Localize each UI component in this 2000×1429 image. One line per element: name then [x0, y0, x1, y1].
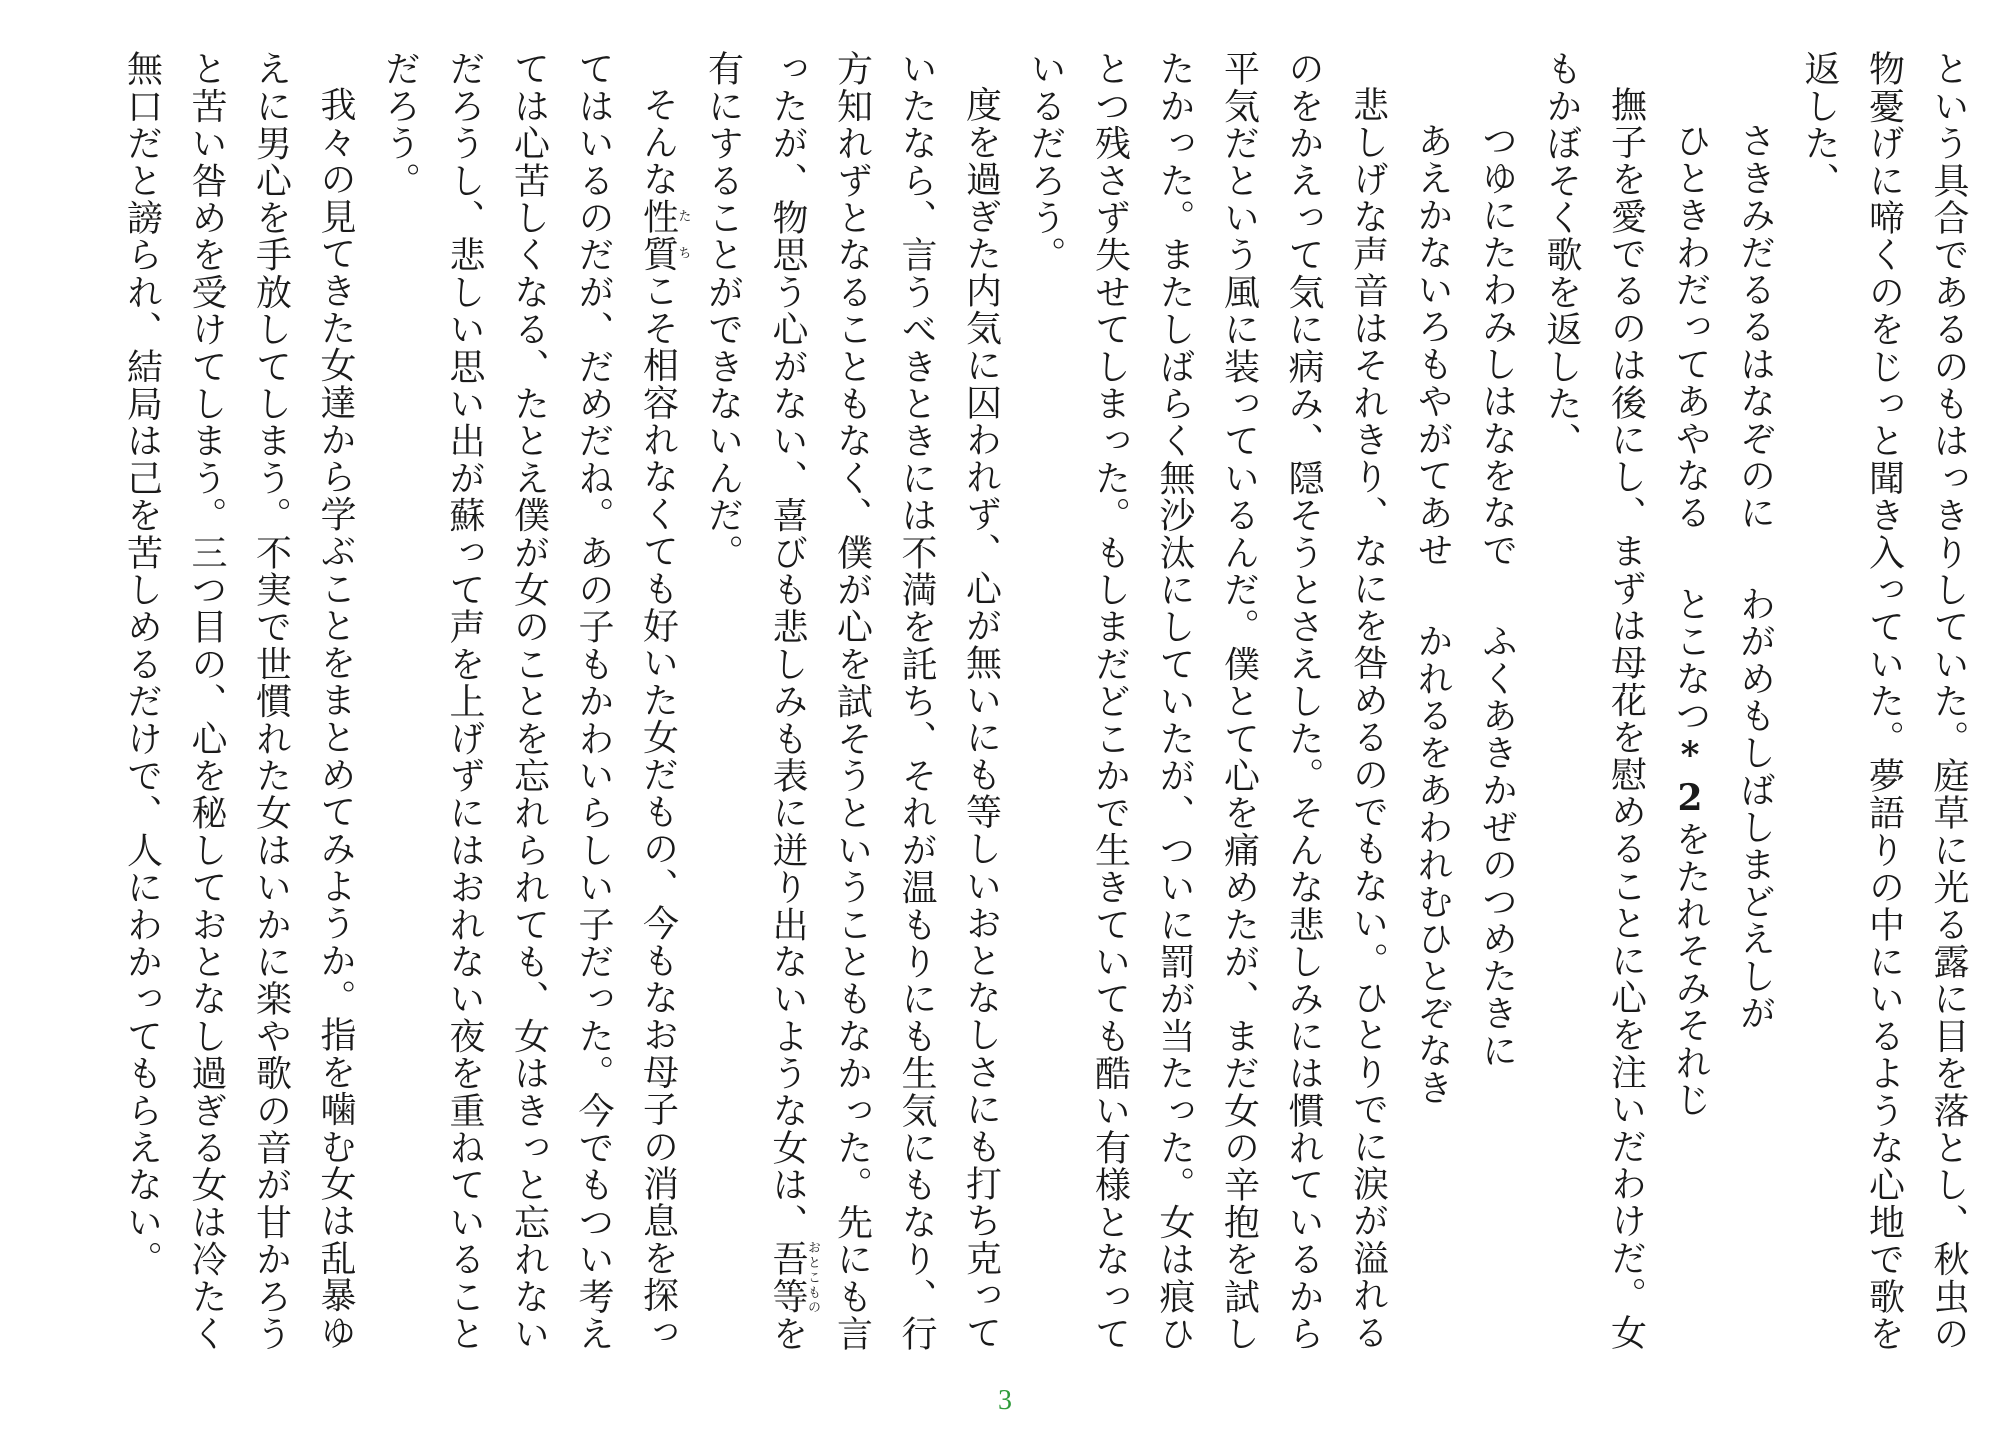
paragraph-text: 我々の見てきた女達から学ぶことをまとめてみようか。指を噛む女は乱暴ゆえに男心を手放してしまう。不実で世慣れた女はいかに楽や歌の音が甘かろうと苦い咎めを受けてしまう。三つ目の、心を秘しておとなし過ぎる女は冷たく無口だと謗られ、結局は己を苦しめるだけで、人にわかってもらえない。	[121, 50, 356, 1352]
poem-half: つゆにたわみしはなをなで	[1476, 122, 1518, 569]
ruby-reading: たち	[675, 197, 691, 273]
paragraph	[1013, 50, 1400, 1365]
paragraph-text: こそ相容れなくても好いた女だもの、今もなお母子の消息を探ってはいるのだが、だめだね。あの子もかわいらしい子だった。今でもつい考えては心苦しくなる、たとえ僕が女のことを忘れられても、女はきっと忘れないだろうし、悲しい思い出が蘇って声を上げずにはおれない夜を重ねていることだろう。	[379, 50, 679, 1352]
paragraph-text: 撫子を愛でるのは後にし、まずは母花を慰めることに心を注いだわけだ。女もかぼそく歌を返した、	[1541, 50, 1647, 1351]
poem-half: あえかないろもやがてあせ	[1412, 122, 1453, 569]
paragraph	[690, 50, 1013, 1365]
paragraph-text: を有にすることができないんだ。	[702, 50, 808, 1353]
page-number: 3	[998, 1385, 1012, 1416]
ruby-annotation	[767, 1240, 820, 1315]
paragraph	[367, 50, 690, 1365]
footnote-marker[interactable]: *2	[1669, 734, 1711, 821]
paragraph-text: 度を過ぎた内気に囚われず、心が無いにも等しいおとなしさにも打ち克っていたなら、言うべきときには不満を託ち、それが温もりにも生気にもなり、行方知れずとなることもなく、僕が心を試そうということもなかった。先にも言ったが、物思う心がない、喜びも悲しみも表に迸り出ないような女は、	[767, 50, 1002, 1352]
poem-half: ふくあきかぜのつめたきに	[1476, 622, 1518, 1069]
paragraph-text: という具合であるのもはっきりしていた。庭草に光る露に目を落とし、秋虫の物憂げに啼くのをじっと聞き入っていた。夢語りの中にいるような心地で歌を返した、	[1799, 50, 1969, 1352]
paragraph	[109, 50, 367, 1365]
ruby-annotation	[637, 197, 691, 273]
paragraph	[1787, 50, 1981, 1365]
paragraph-text: 悲しげな声音はそれきり、なにを咎めるのでもない。ひとりでに涙が溢れるのをかえって気に病み、隠そうとさえした。そんな悲しみには慣れているから平気だという風に装っているんだ。僕とて心を痛めたが、まだ女の辛抱を試したかった。またしばらく無沙汰にしていたが、ついに罰が当たった。女は痕ひとつ残さず失せてしまった。もしまだどこかで生きていても酷い有様となっているだろう。	[1025, 50, 1389, 1352]
ruby-base: 吾等	[767, 1240, 808, 1315]
poem-half: をたれそみそれじ	[1670, 820, 1711, 1119]
poem-line	[1464, 50, 1529, 1365]
poem-line	[1400, 50, 1465, 1365]
paragraph-text: そんな	[637, 86, 679, 198]
ruby-base: 性質	[637, 197, 679, 273]
poem-line	[1658, 50, 1723, 1365]
paragraph	[1529, 50, 1658, 1365]
vertical-text-body	[10, 50, 1980, 1365]
poem-half: とこなつ	[1670, 585, 1711, 735]
ruby-reading: おとこもの	[805, 1240, 820, 1315]
poem-half: かれるをあわれむひとぞなき	[1412, 622, 1453, 1107]
poem-half: ひときわだってあやなる	[1670, 122, 1711, 532]
poem-line	[1722, 50, 1787, 1365]
poem-half: わがめもしばしまどえしが	[1734, 585, 1776, 1032]
poem-half: さきみだるるはなぞのに	[1734, 122, 1776, 532]
